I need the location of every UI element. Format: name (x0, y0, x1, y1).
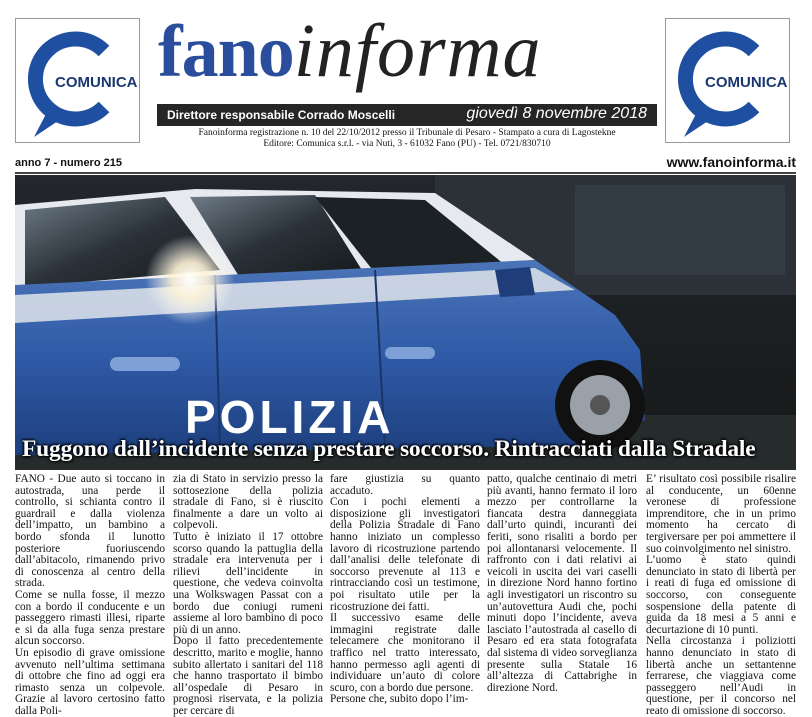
masthead-bar (157, 104, 657, 126)
comunica-logo-left[interactable] (15, 18, 140, 143)
issue-date: giovedì 8 novembre 2018 (466, 105, 647, 122)
article-headline: Fuggono dall’incidente senza prestare soccorso. Rintracciati dalla Stradale (22, 436, 756, 462)
registration-line-2: Editore: Comunica s.r.l. - via Nuti, 3 - 61032 Fano (PU) - Tel. 0721/830710 (263, 139, 551, 149)
comunica-logo-text: COMUNICA (705, 74, 788, 91)
article-column-2: zia di Stato in servizio presso la sottosezione della polizia stradale di Fano, si è riuscito finalmente a dare un volto ai colpevoli. Tutto è iniziato il 17 ottobre scorso quando la pattuglia della stradale era intervenuta per i rilievi dell’incidente in questione, che vedeva coinvolta una Wolkswagen Passat con a bordo due coniugi rumeni assieme al loro bambino di poco più di un anno. Dopo il fatto precedentemente descritto, marito e moglie, hanno subito allertato i sanitari del 118 che hanno trasportato il bimbo all’ospedale di Pesaro in prognosi riservata, e la polizia per cercare di (173, 473, 323, 717)
brand-informa: informa (293, 9, 542, 93)
issue-number: anno 7 - numero 215 (15, 157, 122, 169)
registration-line-1: Fanoinforma registrazione n. 10 del 22/10/2012 presso il Tribunale di Pesaro - Stampato a cura di Lagostekne (198, 128, 616, 138)
registration-info (157, 128, 657, 150)
article-column-1: FANO - Due auto si toccano in autostrada, una perde il controllo, si schianta contro il guardrail e dalla violenza dell’impatto, un bambino a bordo sfonda il lunotto posteriore fuoriuscendo dall’abitacolo, rimanendo privo di conoscenza al centro della strada. Come se nulla fosse, il mezzo con a bordo il conducente e un passeggero rimasti illesi, riparte e si da alla fuga senza prestare alcun soccorso. Un episodio di grave omissione avvenuto nell’ultima settimana di ottobre che fino ad oggi era rimasto senza un colpevole. Grazie al lavoro certosino fatto dalla Poli- (15, 473, 165, 717)
comunica-logo-text: COMUNICA (55, 74, 138, 91)
divider (15, 172, 796, 174)
brand-fano: fano (158, 11, 294, 93)
polizia-door-text: POLIZIA (185, 391, 395, 443)
article-body (15, 473, 796, 717)
newspaper-title (158, 8, 656, 98)
article-column-4: patto, qualche centinaio di metri più avanti, hanno fermato il loro mezzo per controllarne la fiancata destra danneggiata dall’urto quindi, incuranti dei feriti, sono risaliti a bordo per poi allontanarsi velocemente. Il raffronto con i dati relativi ai veicoli in uscita dei vari caselli in direzione Nord hanno fortino agli investigatori un riscontro su un’autovettura Audi che, pochi minuti dopo l’incidente, aveva lasciato l’autostrada al casello di Pesaro ed era stata fotografata dal sistema di video sorveglianza presente sulla Statale 16 all’altezza di Cattabrighe in direzione Nord. (487, 473, 637, 694)
director-line: Direttore responsabile Corrado Moscelli (167, 108, 396, 122)
comunica-logo-right[interactable] (665, 18, 790, 143)
article-column-3: fare giustizia su quanto accaduto. Con i pochi elementi a disposizione gli investigatori della Polizia Stradale di Fano hanno iniziato un complesso lavoro di ricostruzione partendo dall’analisi delle telefonate di soccorso prevenute al 113 e rintracciando così un testimone, poi risultato utile per la ricostruzione dei fatti. Il successivo esame delle immagini registrate dalle telecamere che monitorano il traffico nel tratto interessato, hanno permesso agli agenti di individuare un’auto di colore scuro, con a bordo due persone. Persone che, subito dopo l’im- (330, 473, 480, 706)
website-link[interactable]: www.fanoinforma.it (666, 154, 796, 170)
police-car-photo (15, 175, 796, 470)
article-column-5: E’ risultato così possibile risalire al conducente, un 60enne veronese di professione imprenditore, che in un primo momento ha cercato di tergiversare per poi ammettere il suo coinvolgimento nel sinistro. L’uomo è stato quindi denunciato in stato di libertà per i reati di fuga ed omissione di soccorso, con conseguente sospensione della patente di guida da 18 mesi a 5 anni e decurtazione di 10 punti. Nella circostanza i poliziotti hanno denunciato in stato di libertà anche un settantenne ferrarese, che viaggiava come passeggero nell’Audi in questione, per il concorso nel reato di omissione di soccorso. (646, 473, 796, 717)
